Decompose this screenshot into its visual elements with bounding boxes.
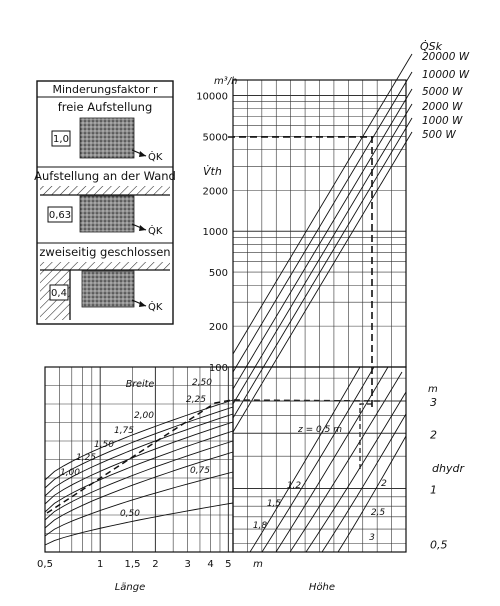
heat-output-line <box>233 132 412 432</box>
legend-case-label: freie Aufstellung <box>57 100 153 114</box>
example-reading-line <box>47 400 380 513</box>
factor-value: 1,0 <box>53 134 69 145</box>
length-tick-label: 0,5 <box>37 559 53 570</box>
height-diameter-chart <box>233 367 465 593</box>
heat-output-labels <box>422 51 470 141</box>
airflow-tick-label: 2000 <box>202 186 228 198</box>
length-tick-label: 5 <box>225 559 232 570</box>
diameter-tick-label: 1 <box>430 483 437 497</box>
length-tick-label: 2 <box>152 559 159 570</box>
airflow-tick-label: 200 <box>208 322 228 334</box>
length-unit: m <box>253 559 263 570</box>
factor-value: 0,63 <box>48 210 72 221</box>
length-tick-label: 3 <box>184 559 191 570</box>
legend-case-label: zweiseitig geschlossen <box>39 245 171 259</box>
width-curve-label: 1,50 <box>93 440 115 450</box>
height-curve-label: 1,5 <box>266 499 282 509</box>
heat-output-label: 1000 W <box>422 115 463 127</box>
airflow-tick-label: 500 <box>208 268 228 280</box>
width-curve-label: 0,75 <box>189 466 211 476</box>
wall-hatch <box>40 186 170 195</box>
width-curve-header: Breite <box>125 379 155 390</box>
height-curve <box>262 367 374 552</box>
width-curve-label: 1,00 <box>59 468 81 478</box>
height-curve-label: 3 <box>369 533 375 543</box>
height-curve-label: 2,5 <box>370 508 386 518</box>
width-curve-label: 1,75 <box>113 426 135 436</box>
length-tick-labels <box>37 559 263 570</box>
diameter-tick-label: 2 <box>430 428 437 442</box>
diameter-unit: m <box>428 384 438 395</box>
example-reading-line <box>228 137 372 410</box>
heat-output-line <box>233 104 412 404</box>
airflow-grid <box>233 80 406 367</box>
airflow-tick-label: 100 <box>208 363 228 374</box>
heat-output-line <box>233 89 412 389</box>
length-tick-label: 4 <box>207 559 214 570</box>
airflow-symbol: V̇th <box>203 165 222 178</box>
diameter-tick-label: 3 <box>430 396 437 410</box>
heater-block <box>80 196 134 232</box>
heat-output-line <box>233 54 412 354</box>
height-curve-label: z = 0,5 m <box>298 425 342 435</box>
width-curve-label: 2,00 <box>133 411 155 421</box>
airflow-tick-labels <box>196 91 228 374</box>
heat-output-label: 5000 W <box>422 86 463 98</box>
height-curve <box>276 367 388 552</box>
width-curve-label: 2,50 <box>191 378 213 388</box>
reduction-factor-legend <box>34 81 176 324</box>
heater-block <box>80 118 134 158</box>
flow-label: Q̇K <box>148 226 163 237</box>
width-curve <box>45 472 233 536</box>
heat-output-label: 20000 W <box>422 51 470 63</box>
heat-output-label: 2000 W <box>422 101 463 113</box>
heat-output-symbol: Q̇Sk <box>420 40 443 53</box>
diameter-symbol: dhydr <box>432 462 464 475</box>
height-axis-title: Höhe <box>308 582 336 593</box>
width-curve-label: 0,50 <box>119 509 141 519</box>
heat-output-lines <box>233 54 412 432</box>
legend-case-label: Aufstellung an der Wand <box>34 169 176 183</box>
length-tick-label: 1,5 <box>124 559 141 570</box>
length-axis-title: Länge <box>114 582 146 593</box>
width-curve <box>45 422 233 504</box>
factor-value: 0,4 <box>51 288 67 299</box>
airflow-chart <box>196 40 470 472</box>
width-curve-label: 2,25 <box>185 395 207 405</box>
flow-label: Q̇K <box>148 302 163 313</box>
height-curve-labels <box>253 425 387 543</box>
heat-output-line <box>233 118 412 418</box>
airflow-tick-label: 1000 <box>202 227 228 239</box>
heater-block <box>82 271 134 307</box>
height-curves <box>250 367 406 552</box>
flow-label: Q̇K <box>148 152 163 163</box>
height-curve <box>290 372 402 552</box>
diameter-tick-label: 0,5 <box>430 538 448 552</box>
airflow-unit: m³/h <box>214 76 238 87</box>
wall-hatch <box>40 262 170 270</box>
airflow-tick-label: 5000 <box>202 132 228 144</box>
airflow-tick-label: 10000 <box>196 91 228 103</box>
height-curve-label: 1,2 <box>286 481 302 491</box>
height-curve <box>306 392 406 552</box>
length-tick-label: 1 <box>97 559 104 570</box>
legend-title: Minderungsfaktor r <box>52 83 158 96</box>
height-curve-label: 1,8 <box>252 521 268 531</box>
heat-output-label: 10000 W <box>422 69 470 81</box>
width-curve-label: 1,25 <box>75 453 97 463</box>
heat-output-line <box>233 72 412 372</box>
height-curve-label: 2 <box>381 479 387 489</box>
heat-output-label: 500 W <box>422 129 456 141</box>
